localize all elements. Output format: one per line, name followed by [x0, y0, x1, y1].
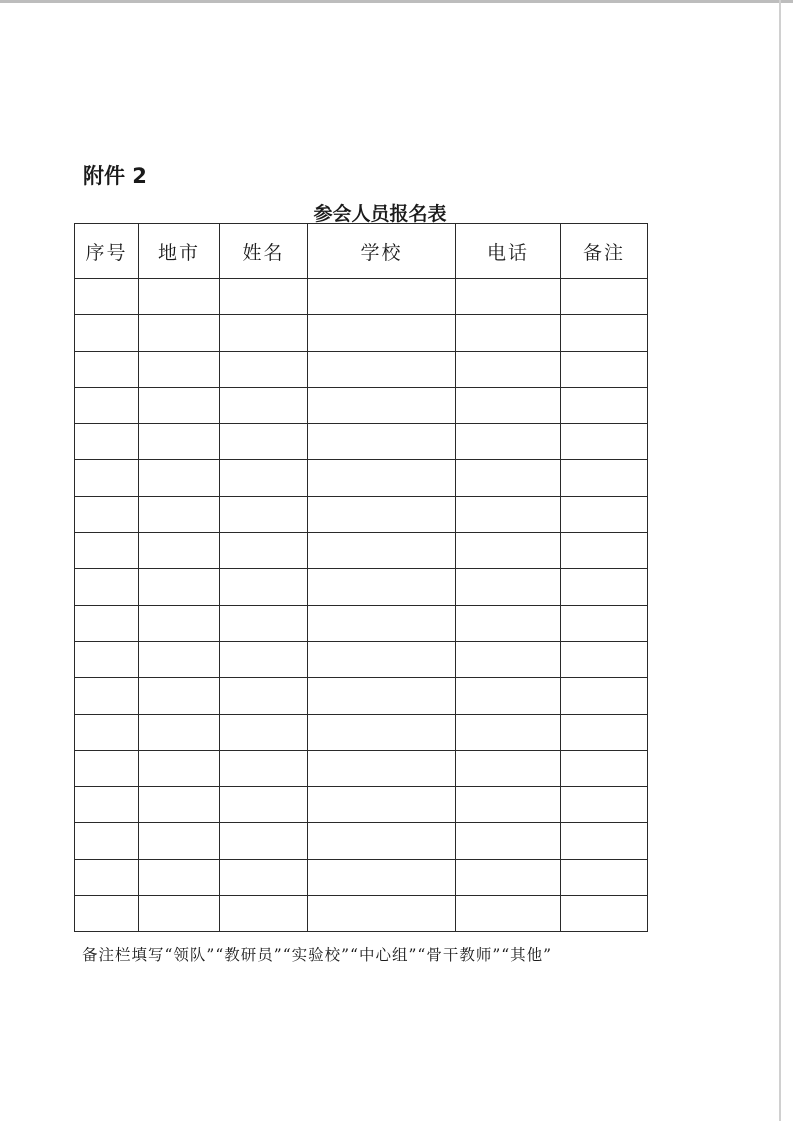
header-school: 学校: [308, 224, 456, 279]
table-cell: [561, 859, 648, 895]
table-cell: [220, 787, 308, 823]
table-cell: [456, 387, 561, 423]
table-cell: [308, 678, 456, 714]
table-cell: [308, 424, 456, 460]
table-cell: [561, 896, 648, 932]
attachment-label: 附件 2: [83, 164, 147, 188]
table-cell: [139, 351, 220, 387]
table-cell: [561, 533, 648, 569]
table-cell: [561, 496, 648, 532]
table-cell: [456, 351, 561, 387]
registration-table: [74, 223, 648, 932]
table-row: [75, 387, 648, 423]
header-name: 姓名: [220, 224, 308, 279]
table-cell: [561, 351, 648, 387]
table-cell: [456, 496, 561, 532]
table-cell: [220, 823, 308, 859]
table-cell: [139, 279, 220, 315]
table-cell: [139, 859, 220, 895]
table-row: [75, 823, 648, 859]
table-body: [75, 279, 648, 932]
table-cell: [220, 750, 308, 786]
table-cell: [308, 750, 456, 786]
table-cell: [220, 605, 308, 641]
table-cell: [308, 569, 456, 605]
table-cell: [75, 714, 139, 750]
table-cell: [75, 787, 139, 823]
table-cell: [308, 387, 456, 423]
table-cell: [456, 787, 561, 823]
form-title: 参会人员报名表: [313, 203, 447, 225]
table-row: [75, 351, 648, 387]
table-cell: [561, 569, 648, 605]
table-cell: [308, 279, 456, 315]
table-cell: [561, 750, 648, 786]
table-cell: [75, 533, 139, 569]
table-row: [75, 315, 648, 351]
table-cell: [561, 424, 648, 460]
table-cell: [308, 859, 456, 895]
table-cell: [139, 823, 220, 859]
table-cell: [139, 496, 220, 532]
table-cell: [220, 678, 308, 714]
table-cell: [561, 678, 648, 714]
table-cell: [220, 279, 308, 315]
table-cell: [308, 460, 456, 496]
table-cell: [75, 678, 139, 714]
scan-edge-top: [0, 0, 793, 3]
table-cell: [75, 750, 139, 786]
table-cell: [139, 569, 220, 605]
table-cell: [308, 896, 456, 932]
table-cell: [75, 823, 139, 859]
table-row: [75, 641, 648, 677]
table-cell: [456, 533, 561, 569]
table-cell: [561, 823, 648, 859]
table-cell: [75, 896, 139, 932]
table-cell: [139, 533, 220, 569]
table-cell: [220, 641, 308, 677]
table-cell: [75, 641, 139, 677]
table-cell: [220, 315, 308, 351]
table-row: [75, 605, 648, 641]
header-city: 地市: [139, 224, 220, 279]
table-row: [75, 569, 648, 605]
table-cell: [308, 496, 456, 532]
table-cell: [561, 714, 648, 750]
table-cell: [220, 351, 308, 387]
table-cell: [139, 787, 220, 823]
table-cell: [139, 678, 220, 714]
table-row: [75, 750, 648, 786]
table-cell: [220, 569, 308, 605]
table-cell: [75, 315, 139, 351]
table-cell: [75, 351, 139, 387]
header-phone: 电话: [456, 224, 561, 279]
table-cell: [456, 641, 561, 677]
table-cell: [139, 460, 220, 496]
header-index: 序号: [75, 224, 139, 279]
scan-edge-right: [779, 0, 781, 1121]
table-row: [75, 896, 648, 932]
table-cell: [139, 424, 220, 460]
table-row: [75, 460, 648, 496]
table-cell: [75, 605, 139, 641]
table-cell: [220, 460, 308, 496]
table-cell: [220, 387, 308, 423]
table-cell: [456, 823, 561, 859]
table-cell: [139, 896, 220, 932]
table-cell: [456, 315, 561, 351]
table-cell: [561, 641, 648, 677]
table-cell: [75, 460, 139, 496]
table-cell: [456, 896, 561, 932]
table-cell: [139, 387, 220, 423]
table-cell: [220, 859, 308, 895]
table-cell: [456, 750, 561, 786]
table-cell: [220, 496, 308, 532]
table-cell: [456, 279, 561, 315]
table-row: [75, 859, 648, 895]
table-cell: [456, 569, 561, 605]
table-cell: [308, 315, 456, 351]
table-cell: [75, 569, 139, 605]
table-cell: [75, 387, 139, 423]
table-cell: [308, 605, 456, 641]
table-cell: [220, 533, 308, 569]
table-cell: [456, 605, 561, 641]
table-cell: [308, 787, 456, 823]
table-cell: [456, 460, 561, 496]
table-cell: [561, 605, 648, 641]
table-cell: [456, 714, 561, 750]
table-cell: [561, 387, 648, 423]
table-cell: [220, 896, 308, 932]
table-row: [75, 279, 648, 315]
table-cell: [75, 279, 139, 315]
table-row: [75, 533, 648, 569]
remarks-note: 备注栏填写“领队”“教研员”“实验校”“中心组”“骨干教师”“其他”: [82, 946, 553, 964]
table-cell: [456, 678, 561, 714]
table-cell: [139, 714, 220, 750]
table-row: [75, 496, 648, 532]
table-cell: [308, 823, 456, 859]
table-cell: [139, 641, 220, 677]
table-row: [75, 678, 648, 714]
table-cell: [220, 714, 308, 750]
table-cell: [139, 315, 220, 351]
table-cell: [220, 424, 308, 460]
table-cell: [561, 787, 648, 823]
table-cell: [308, 351, 456, 387]
table-cell: [139, 750, 220, 786]
table-cell: [139, 605, 220, 641]
table-cell: [456, 859, 561, 895]
table-cell: [308, 641, 456, 677]
header-remarks: 备注: [561, 224, 648, 279]
table-row: [75, 787, 648, 823]
table-cell: [561, 315, 648, 351]
table-cell: [75, 424, 139, 460]
table-cell: [308, 533, 456, 569]
table-cell: [308, 714, 456, 750]
table-cell: [561, 279, 648, 315]
table-cell: [456, 424, 561, 460]
table-cell: [75, 859, 139, 895]
table-row: [75, 424, 648, 460]
table-header-row: [75, 224, 648, 279]
table-cell: [75, 496, 139, 532]
table-row: [75, 714, 648, 750]
table-cell: [561, 460, 648, 496]
